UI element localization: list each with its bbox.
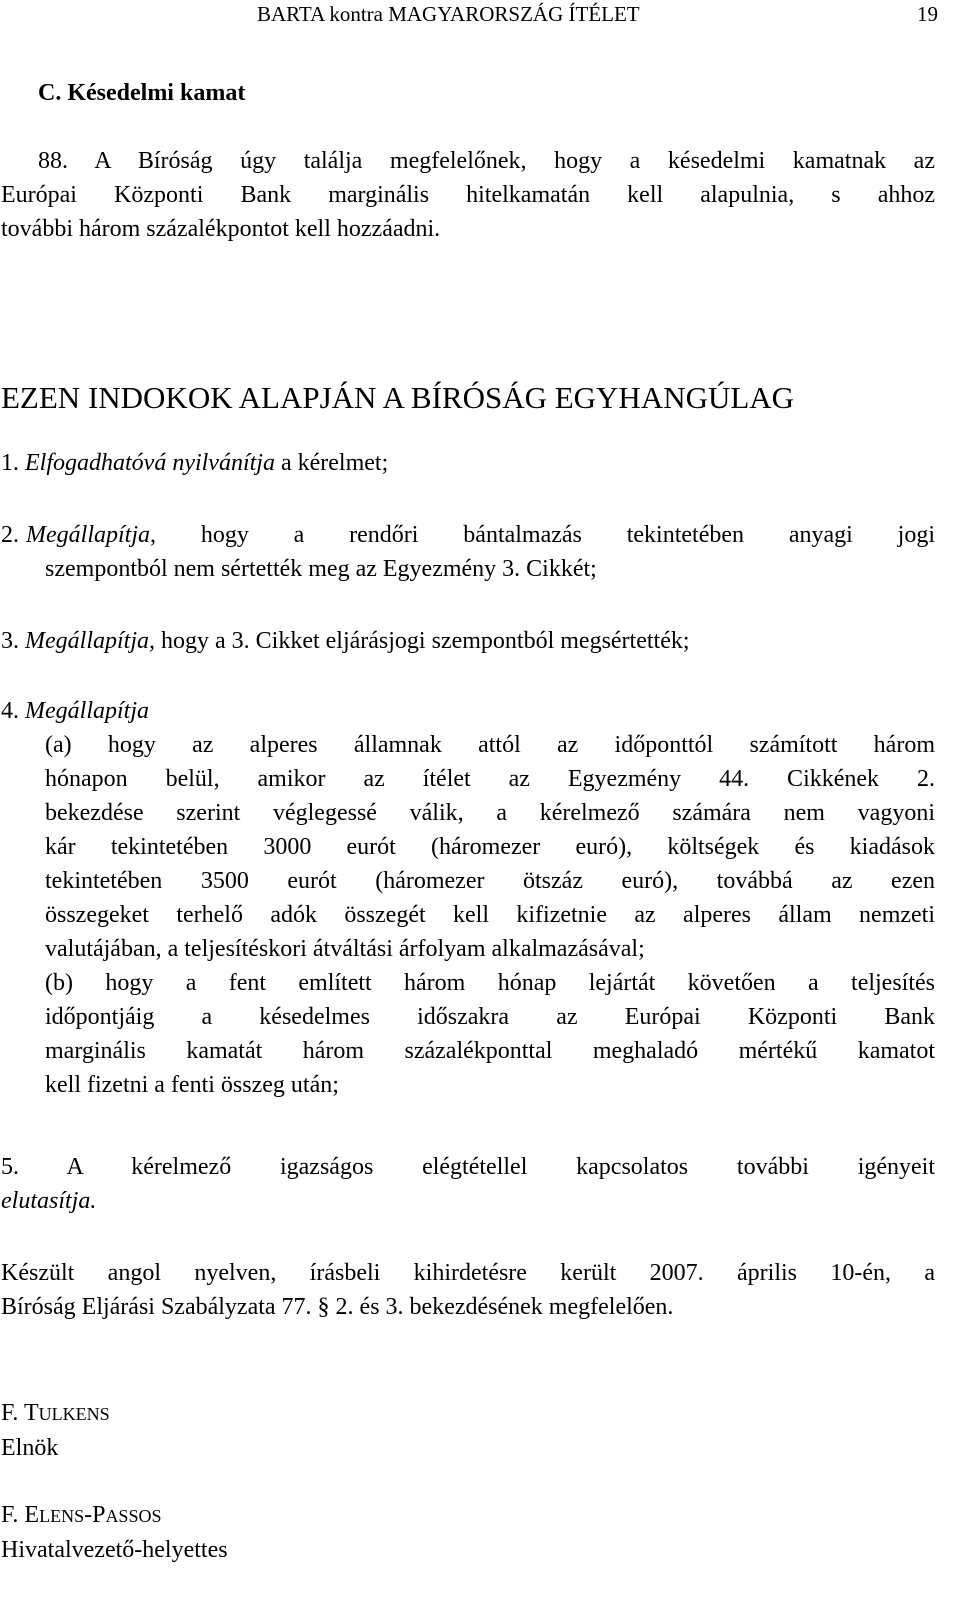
item-verb: elutasítja. [1, 1188, 97, 1214]
signatory-role: Elnök [1, 1435, 59, 1461]
header-title: BARTA kontra MAGYARORSZÁG ÍTÉLET [257, 2, 640, 26]
item-line [1, 694, 935, 728]
running-header [0, 2, 960, 32]
operative-item-1 [1, 446, 935, 480]
item-line: 5. A kérelmező igazságos elégtétellel kapcsolatos további igényeit [1, 1154, 935, 1180]
item-number: 1. [1, 450, 19, 476]
item-verb: Elfogadhatóvá nyilvánítja [25, 450, 275, 476]
paragraph-88-line: további három százalékpontot kell hozzáadni. [1, 216, 441, 242]
item-line: szempontból nem sértették meg az Egyezmény 3. Cikkét; [45, 556, 597, 582]
sub-a-line: valutájában, a teljesítéskori átváltási árfolyam alkalmazásával; [45, 936, 645, 962]
sub-a-line: tekintetében 3500 eurót (háromezer ötszáz euró), továbbá az ezen [45, 868, 935, 894]
operative-item-4 [1, 694, 935, 1102]
signatory-name [1, 1396, 110, 1431]
item-verb: Megállapítja [25, 698, 149, 724]
item-verb: Megállapítja [26, 522, 150, 548]
paragraph-88 [1, 144, 935, 246]
signature-president [1, 1396, 110, 1465]
item-text: hogy a 3. Cikket eljárásjogi szempontból megsértették; [154, 628, 690, 654]
name-initial: -P [84, 1502, 106, 1528]
item-number: 3. [1, 628, 19, 654]
paragraph-88-line: Európai Központi Bank marginális hitelkamatán kell alapulnia, s ahhoz [1, 182, 935, 208]
item-line [1, 518, 935, 552]
name-initial: F. T [1, 1400, 39, 1426]
operative-item-2 [1, 518, 935, 586]
name-initial: F. E [1, 1502, 40, 1528]
operative-item-5 [1, 1150, 935, 1218]
item-text: a kérelmet; [274, 450, 389, 476]
sub-b-line: kell fizetni a fenti összeg után; [45, 1072, 339, 1098]
name-small-caps: ASSOS [105, 1506, 162, 1526]
closing-line: Bíróság Eljárási Szabályzata 77. § 2. és 3. bekezdésének megfelelően. [1, 1294, 674, 1320]
sub-a-line: hónapon belül, amikor az ítélet az Egyezmény 44. Cikkének 2. [45, 766, 935, 792]
operative-item-3 [1, 624, 935, 658]
item-number: 2. [1, 522, 19, 548]
signature-registrar [1, 1498, 228, 1567]
item-number: 4. [1, 698, 19, 724]
closing-line: Készült angol nyelven, írásbeli kihirdetésre került 2007. április 10-én, a [1, 1260, 935, 1286]
section-heading: C. Késedelmi kamat [38, 80, 246, 106]
closing-paragraph [1, 1256, 935, 1324]
sub-b-line: időpontjáig a késedelmes időszakra az Európai Központi Bank [45, 1004, 935, 1030]
paragraph-88-line: 88. A Bíróság úgy találja megfelelőnek, hogy a késedelmi kamatnak az [38, 148, 935, 174]
sub-a-line: (a) hogy az alperes államnak attól az időponttól számított három [45, 732, 935, 758]
sub-b-line: marginális kamatát három százalékponttal meghaladó mértékű kamatot [45, 1038, 935, 1064]
item-4-sub-a [1, 728, 935, 966]
sub-a-line: bekezdése szerint véglegessé válik, a kérelmező számára nem vagyoni [45, 800, 935, 826]
item-verb: Megállapítja, [25, 628, 155, 654]
name-small-caps: LENS [39, 1506, 85, 1526]
item-text: , hogy a rendőri bántalmazás tekintetében anyagi jogi [149, 522, 935, 548]
operative-heading: EZEN INDOKOK ALAPJÁN A BÍRÓSÁG EGYHANGÚLAG [1, 380, 795, 415]
signatory-role: Hivatalvezető-helyettes [1, 1537, 228, 1563]
sub-b-line: (b) hogy a fent említett három hónap lejártát követően a teljesítés [45, 970, 935, 996]
page-number: 19 [917, 2, 938, 26]
name-small-caps: ULKENS [38, 1404, 110, 1424]
signatory-name [1, 1498, 228, 1533]
sub-a-line: kár tekintetében 3000 eurót (háromezer euró), költségek és kiadások [45, 834, 935, 860]
sub-a-line: összegeket terhelő adók összegét kell kifizetnie az alperes állam nemzeti [45, 902, 935, 928]
item-line-text [26, 518, 935, 552]
item-4-sub-b [1, 966, 935, 1102]
